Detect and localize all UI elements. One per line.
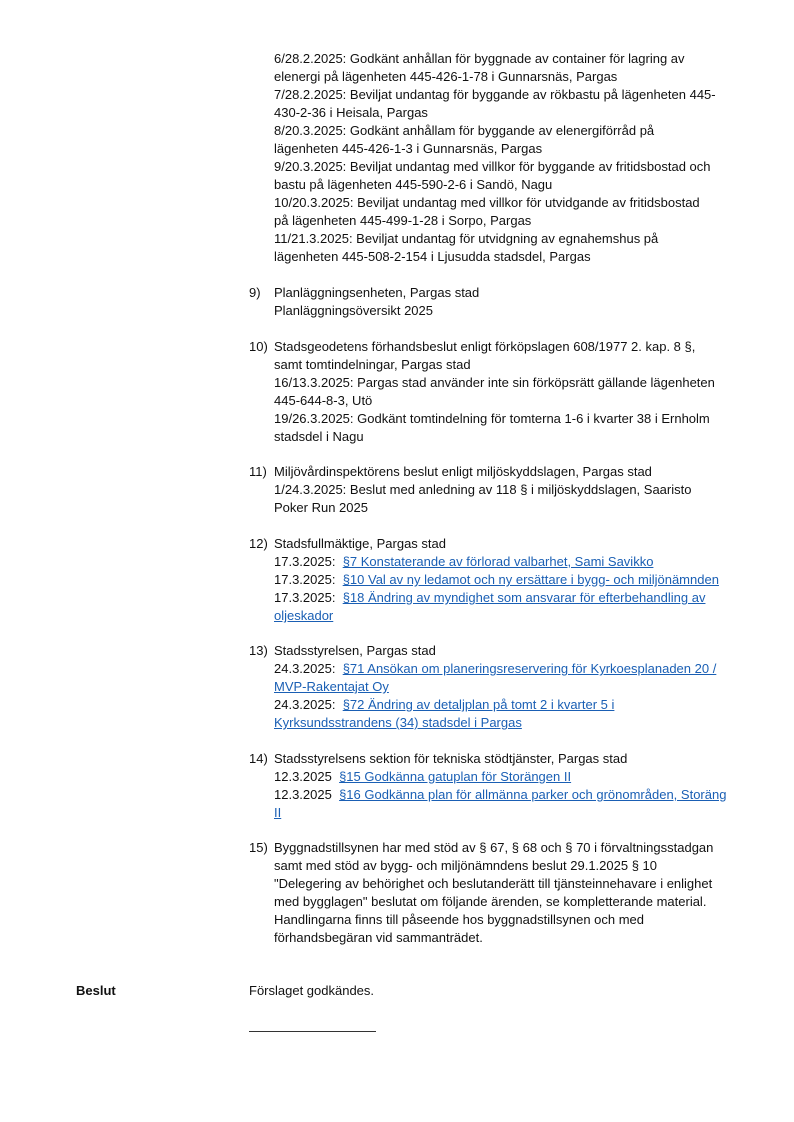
text-line [274, 571, 719, 589]
item-heading: Stadsfullmäktige, Pargas stad [274, 536, 446, 551]
item-number: 15) [249, 840, 268, 855]
protocol-link-continued[interactable]: Kyrksundsstrandens (34) stadsdel i Pargas [274, 715, 522, 730]
protocol-link-continued[interactable]: MVP-Rakentajat Oy [274, 679, 389, 694]
text-line: med bygglagen" beslutat om följande ärenden, se kompletterande material. [274, 894, 707, 909]
text-line: 11/21.3.2025: Beviljat undantag för utvidgning av egnahemshus på [274, 231, 659, 246]
text-line: 430-2-36 i Heisala, Pargas [274, 105, 428, 120]
text-line: Poker Run 2025 [274, 500, 368, 515]
text-line: 445-644-8-3, Utö [274, 393, 373, 408]
decision-text: Förslaget godkändes. [249, 983, 375, 998]
text-line: 1/24.3.2025: Beslut med anledning av 118 § i miljöskyddslagen, Saaristo [274, 482, 692, 497]
text-line: 19/26.3.2025: Godkänt tomtindelning för tomterna 1-6 i kvarter 38 i Ernholm [274, 411, 710, 426]
date: 12.3.2025 [274, 787, 332, 802]
text-line: 9/20.3.2025: Beviljat undantag med villkor för byggande av fritidsbostad och [274, 159, 711, 174]
text-line: Planläggningsöversikt 2025 [274, 303, 433, 318]
text-line [274, 607, 333, 625]
item-number: 12) [249, 536, 268, 551]
protocol-link[interactable]: §71 Ansökan om planeringsreservering för Kyrkoesplanaden 20 / [342, 661, 717, 676]
text-line [274, 589, 705, 607]
item-number: 11) [249, 464, 267, 479]
protocol-link[interactable]: §72 Ändring av detaljplan på tomt 2 i kvarter 5 i [342, 697, 615, 712]
text-line [274, 786, 726, 804]
item-number: 13) [249, 643, 268, 658]
date: 17.3.2025: [274, 572, 336, 587]
date: 12.3.2025 [274, 769, 332, 784]
text-line [274, 678, 389, 696]
date: 17.3.2025: [274, 554, 336, 569]
text-line: bastu på lägenheten 445-590-2-6 i Sandö, Nagu [274, 177, 553, 192]
date: 24.3.2025: [274, 661, 336, 676]
text-line: elenergi på lägenheten 445-426-1-78 i Gunnarsnäs, Pargas [274, 69, 618, 84]
item-number: 14) [249, 751, 268, 766]
text-line [274, 553, 653, 571]
text-line: lägenheten 445-508-2-154 i Ljusudda stadsdel, Pargas [274, 249, 591, 264]
text-line: lägenheten 445-426-1-3 i Gunnarsnäs, Pargas [274, 141, 543, 156]
text-line: Byggnadstillsynen har med stöd av § 67, § 68 och § 70 i förvaltningsstadgan [274, 840, 714, 855]
text-line: 6/28.2.2025: Godkänt anhållan för byggnade av container för lagring av [274, 51, 685, 66]
text-line: Stadsgeodetens förhandsbeslut enligt förköpslagen 608/1977 2. kap. 8 §, [274, 339, 696, 354]
protocol-link-continued[interactable]: II [274, 805, 282, 820]
text-line: Miljövårdinspektörens beslut enligt miljöskyddslagen, Pargas stad [274, 464, 652, 479]
text-line: 8/20.3.2025: Godkänt anhållam för byggande av elenergiförråd på [274, 123, 655, 138]
text-line [274, 804, 281, 822]
text-line: 7/28.2.2025: Beviljat undantag för byggande av rökbastu på lägenheten 445- [274, 87, 716, 102]
text-line: samt med stöd av bygg- och miljönämndens beslut 29.1.2025 § 10 [274, 858, 658, 873]
protocol-link[interactable]: §10 Val av ny ledamot och ny ersättare i bygg- och miljönämnden [342, 572, 719, 587]
text-line: Planläggningsenheten, Pargas stad [274, 285, 480, 300]
protocol-link-continued[interactable]: oljeskador [274, 608, 334, 623]
protocol-link[interactable]: §18 Ändring av myndighet som ansvarar för efterbehandling av [342, 590, 706, 605]
text-line [274, 714, 522, 732]
text-line [274, 660, 716, 678]
date: 24.3.2025: [274, 697, 336, 712]
text-line: stadsdel i Nagu [274, 429, 364, 444]
text-line: "Delegering av behörighet och beslutanderätt till tjänsteinnehavare i enlighet [274, 876, 713, 891]
text-line: samt tomtindelningar, Pargas stad [274, 357, 471, 372]
protocol-link[interactable]: §15 Godkänna gatuplan för Storängen II [339, 769, 572, 784]
decision-label: Beslut [76, 983, 116, 998]
protocol-link[interactable]: §7 Konstaterande av förlorad valbarhet, Sami Savikko [342, 554, 654, 569]
date: 17.3.2025: [274, 590, 336, 605]
text-line [274, 768, 571, 786]
text-line: på lägenheten 445-499-1-28 i Sorpo, Pargas [274, 213, 532, 228]
text-line: 16/13.3.2025: Pargas stad använder inte sin förköpsrätt gällande lägenheten [274, 375, 715, 390]
text-line: förhandsbegäran vid sammanträdet. [274, 930, 483, 945]
protocol-link[interactable]: §16 Godkänna plan för allmänna parker och grönområden, Storäng [339, 787, 727, 802]
item-heading: Stadsstyrelsens sektion för tekniska stödtjänster, Pargas stad [274, 751, 628, 766]
item-number: 9) [249, 285, 261, 300]
signature-rule [249, 1031, 376, 1032]
item-heading: Stadsstyrelsen, Pargas stad [274, 643, 436, 658]
item-number: 10) [249, 339, 268, 354]
text-line: Handlingarna finns till påseende hos byggnadstillsynen och med [274, 912, 645, 927]
text-line [274, 696, 614, 714]
text-line: 10/20.3.2025: Beviljat undantag med villkor för utvidgande av fritidsbostad [274, 195, 700, 210]
